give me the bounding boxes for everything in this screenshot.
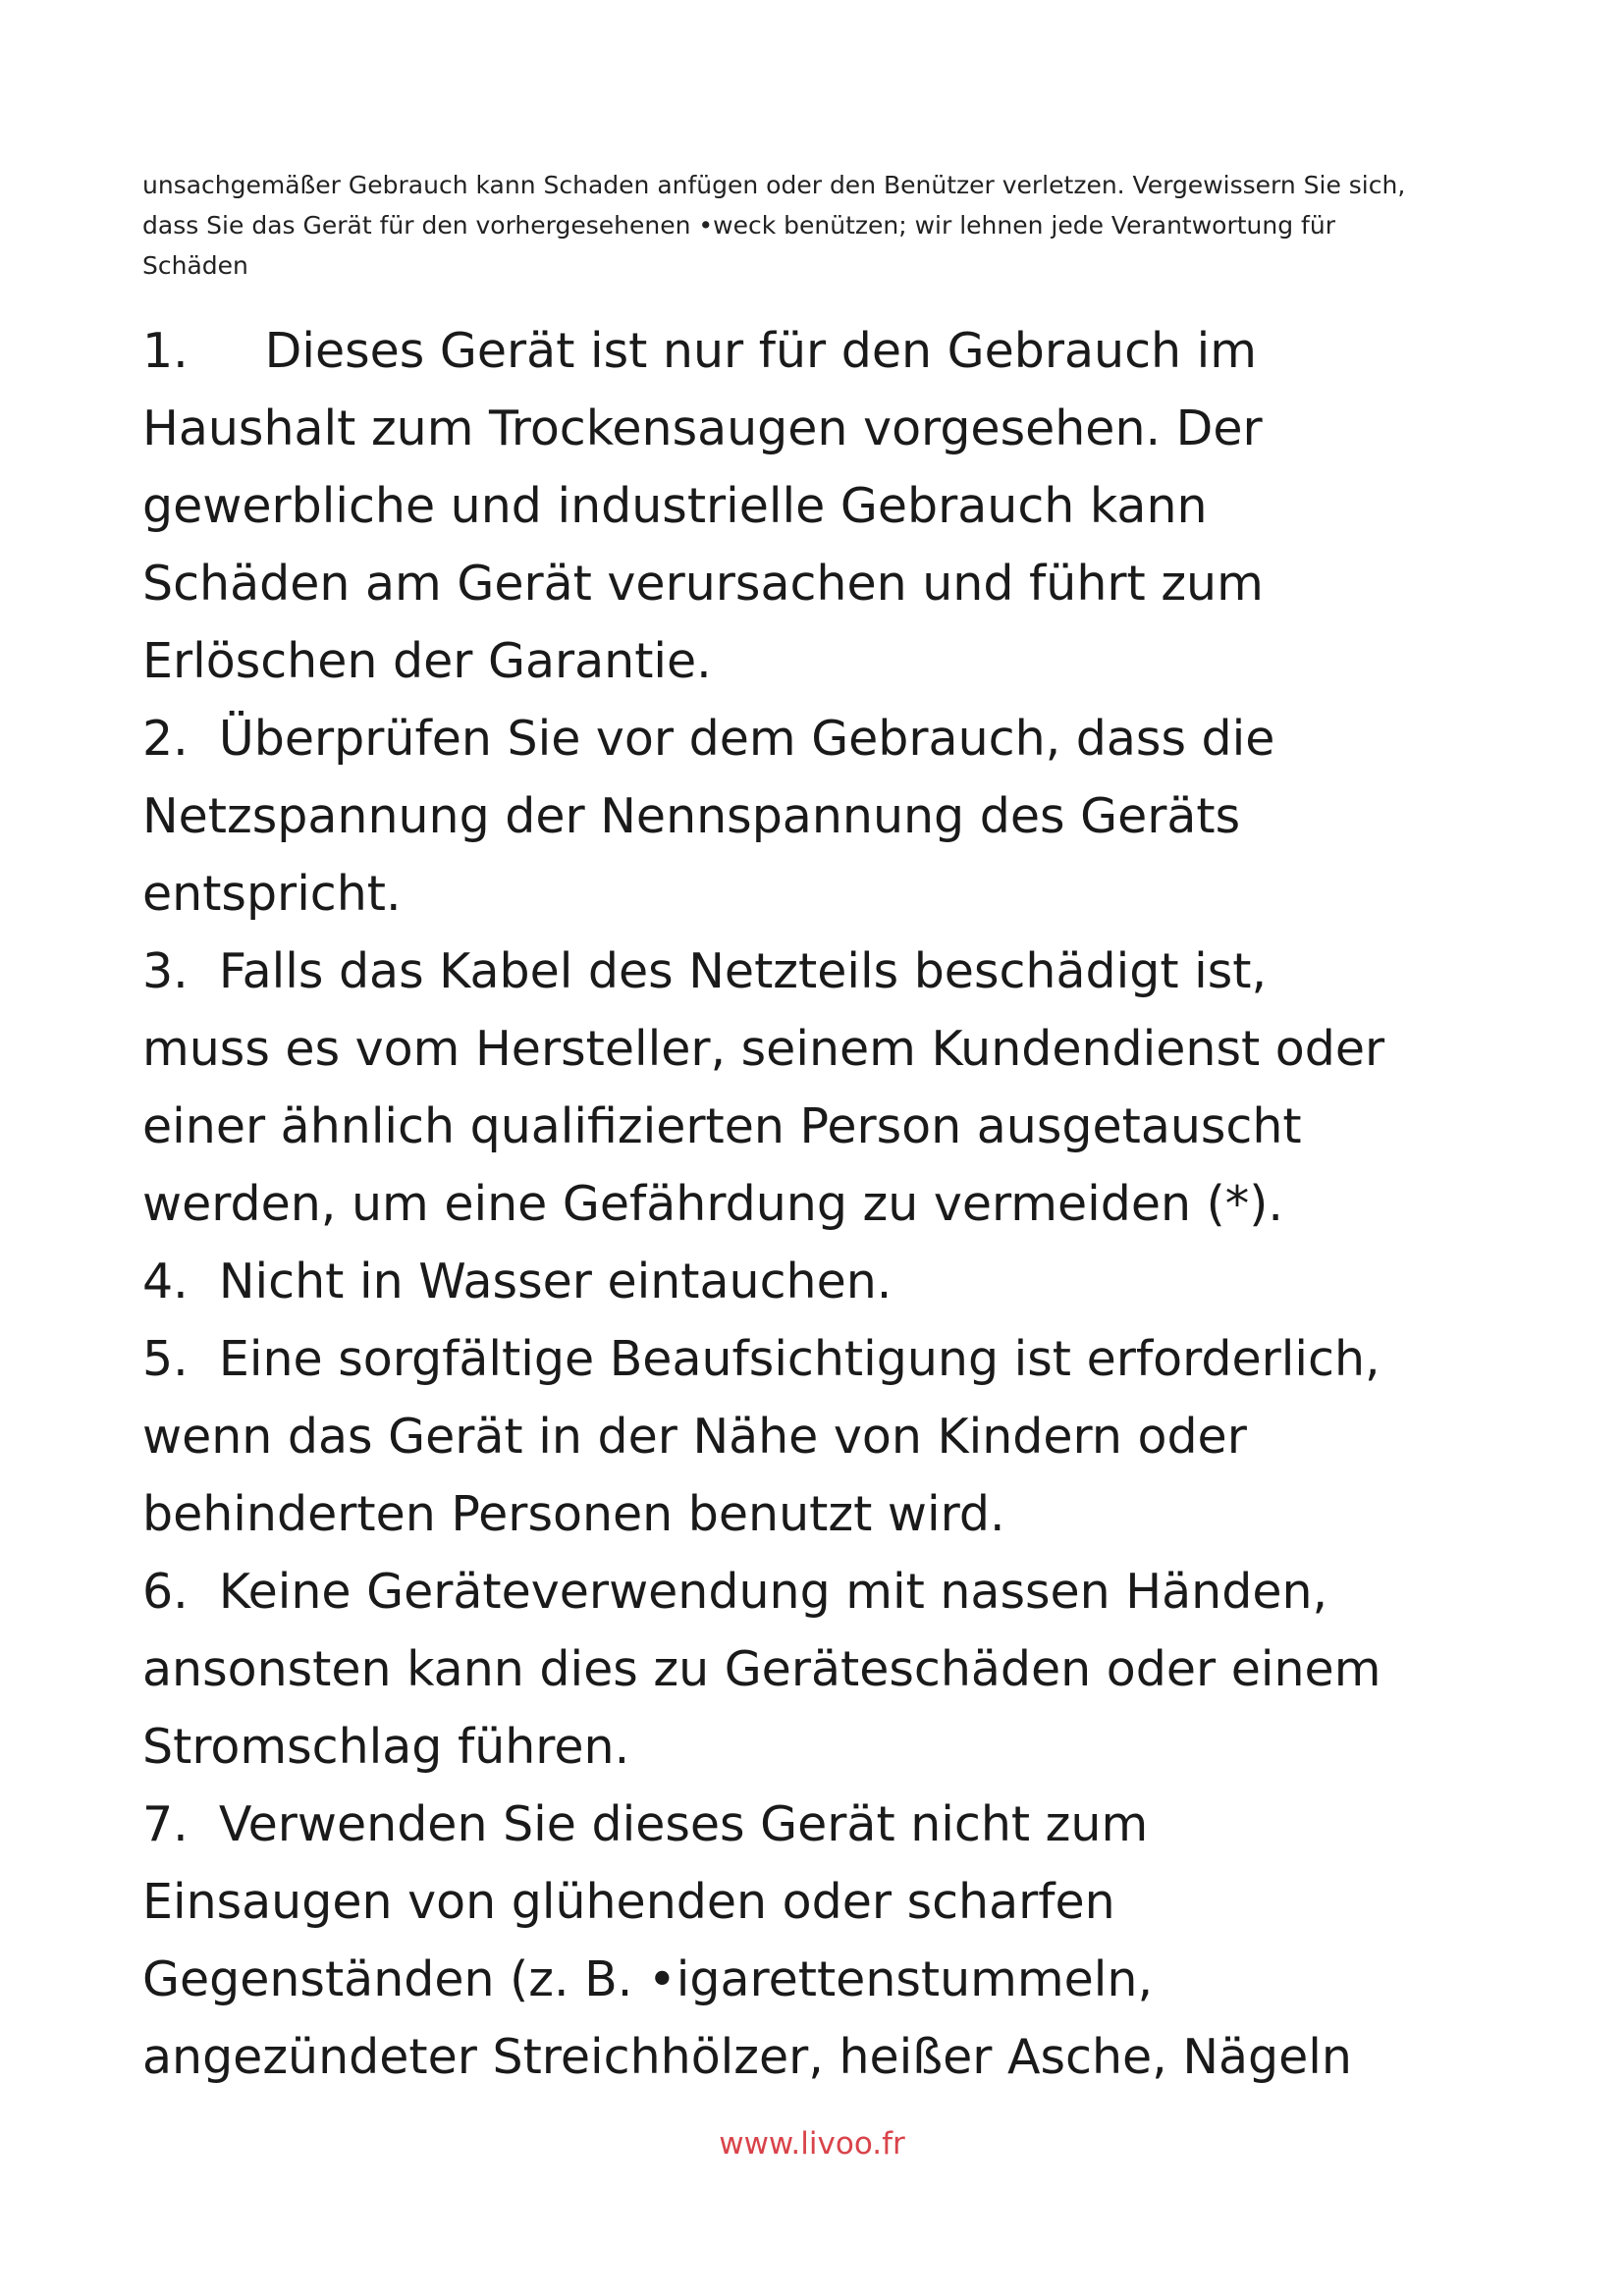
list-line: ansonsten kann dies zu Geräteschäden oder einem: [142, 1641, 1381, 1697]
intro-paragraph: [142, 165, 1497, 286]
list-line: gewerbliche und industrielle Gebrauch kann: [142, 478, 1208, 534]
page-footer: [0, 2124, 1624, 2163]
list-line: einer ähnlich qualifizierten Person ausgetauscht: [142, 1098, 1302, 1154]
list-line: Netzspannung der Nennspannung des Geräts: [142, 788, 1241, 844]
list-line: 2. Überprüfen Sie vor dem Gebrauch, dass die: [142, 711, 1275, 767]
list-line: 6. Keine Geräteverwendung mit nassen Händen,: [142, 1564, 1328, 1620]
list-line: 3. Falls das Kabel des Netzteils beschädigt ist,: [142, 943, 1268, 999]
list-line: Erlöschen der Garantie.: [142, 633, 712, 689]
list-line: 4. Nicht in Wasser eintauchen.: [142, 1254, 893, 1309]
list-line: Gegenständen (z. B. •igarettenstummeln,: [142, 1951, 1154, 2007]
list-line: 5. Eine sorgfältige Beaufsichtigung ist erforderlich,: [142, 1331, 1380, 1387]
list-line: werden, um eine Gefährdung zu vermeiden (*).: [142, 1176, 1283, 1232]
list-line: 1. Dieses Gerät ist nur für den Gebrauch im: [142, 323, 1258, 379]
list-line: Stromschlag führen.: [142, 1719, 630, 1775]
intro-line: Schäden: [142, 251, 248, 280]
website-link[interactable]: www.livoo.fr: [719, 2126, 905, 2162]
list-line: Haushalt zum Trockensaugen vorgesehen. Der: [142, 400, 1263, 456]
list-line: behinderten Personen benutzt wird.: [142, 1486, 1005, 1542]
list-line: muss es vom Hersteller, seinem Kundendienst oder: [142, 1021, 1385, 1077]
safety-instructions-list: [142, 312, 1537, 2096]
list-line: angezündeter Streichhölzer, heißer Asche, Nägeln: [142, 2029, 1352, 2085]
list-line: entspricht.: [142, 866, 402, 922]
list-line: Schäden am Gerät verursachen und führt zum: [142, 556, 1264, 612]
list-line: 7. Verwenden Sie dieses Gerät nicht zum: [142, 1796, 1149, 1852]
intro-line: unsachgemäßer Gebrauch kann Schaden anfügen oder den Benützer verletzen. Vergewissern Sie sich,: [142, 171, 1406, 199]
list-line: Einsaugen von glühenden oder scharfen: [142, 1874, 1115, 1930]
intro-line: dass Sie das Gerät für den vorhergesehenen •weck benützen; wir lehnen jede Verantwortung für: [142, 211, 1335, 240]
list-line: wenn das Gerät in der Nähe von Kindern oder: [142, 1409, 1247, 1465]
